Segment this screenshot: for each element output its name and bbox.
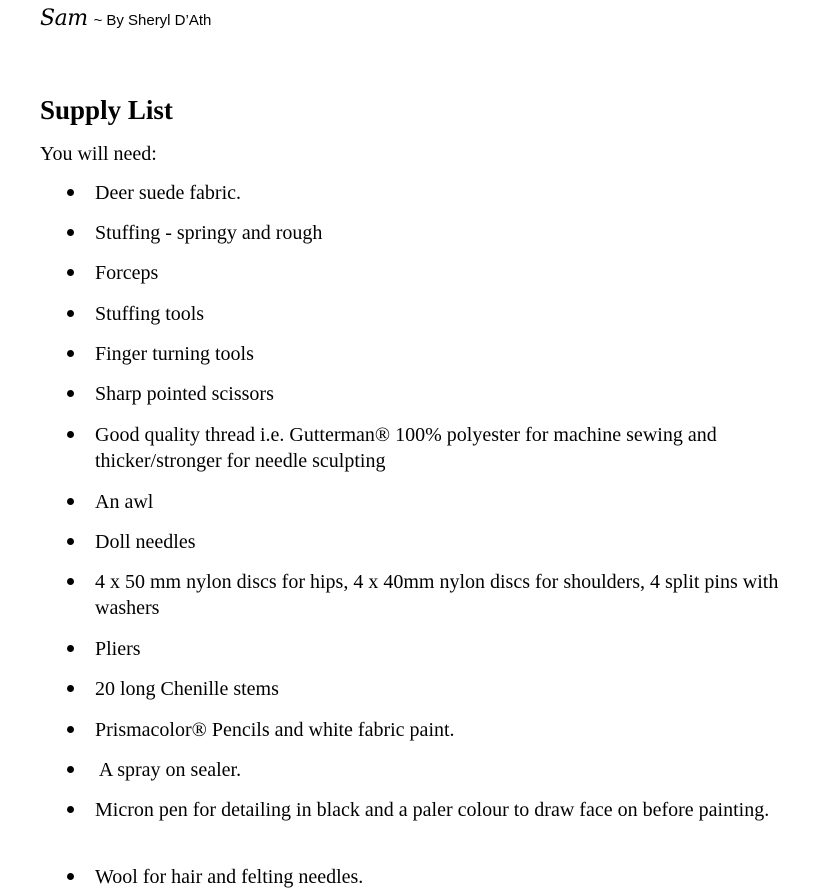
bullet-icon — [67, 269, 74, 276]
list-item-text: An awl — [95, 491, 154, 513]
document-header — [40, 6, 211, 31]
bullet-icon — [67, 390, 74, 397]
bullet-icon — [67, 538, 74, 545]
list-item-text: Sharp pointed scissors — [95, 383, 274, 405]
bullet-icon — [67, 766, 74, 773]
list-item-text: Doll needles — [95, 531, 196, 553]
list-item-text: Deer suede fabric. — [95, 182, 242, 204]
bullet-icon — [67, 806, 74, 813]
list-item-text: 20 long Chenille stems — [95, 678, 279, 700]
author-credit: By Sheryl D’Ath — [106, 12, 212, 29]
bullet-icon — [67, 578, 74, 585]
list-item-text: Pliers — [95, 638, 141, 660]
list-item-text: Stuffing tools — [95, 303, 205, 325]
page-title: Supply List — [40, 95, 173, 125]
bullet-icon — [67, 498, 74, 505]
intro-text: You will need: — [40, 143, 157, 165]
doll-name: Sam — [40, 6, 88, 31]
list-item-text: Prismacolor® Pencils and white fabric paint. — [95, 719, 455, 741]
list-item-text: Stuffing - springy and rough — [95, 222, 323, 244]
list-item-text: Wool for hair and felting needles. — [95, 866, 364, 888]
list-item-text: Finger turning tools — [95, 343, 254, 365]
bullet-icon — [67, 189, 74, 196]
bullet-icon — [67, 726, 74, 733]
list-item-text: Forceps — [95, 262, 159, 284]
list-item-text: Good quality thread i.e. Gutterman® 100% polyester for machine sewing and thicker/stronger for needle sculpting — [95, 424, 717, 472]
list-item-text: Micron pen for detailing in black and a paler colour to draw face on before painting. — [95, 799, 770, 821]
bullet-icon — [67, 685, 74, 692]
bullet-icon — [67, 873, 74, 880]
list-item-text: 4 x 50 mm nylon discs for hips, 4 x 40mm nylon discs for shoulders, 4 split pins with washers — [95, 571, 779, 619]
bullet-icon — [67, 350, 74, 357]
bullet-icon — [67, 431, 74, 438]
bullet-icon — [67, 229, 74, 236]
bullet-icon — [67, 310, 74, 317]
list-item-text: A spray on sealer. — [95, 759, 242, 781]
header-separator: ~ — [93, 12, 103, 29]
bullet-icon — [67, 645, 74, 652]
